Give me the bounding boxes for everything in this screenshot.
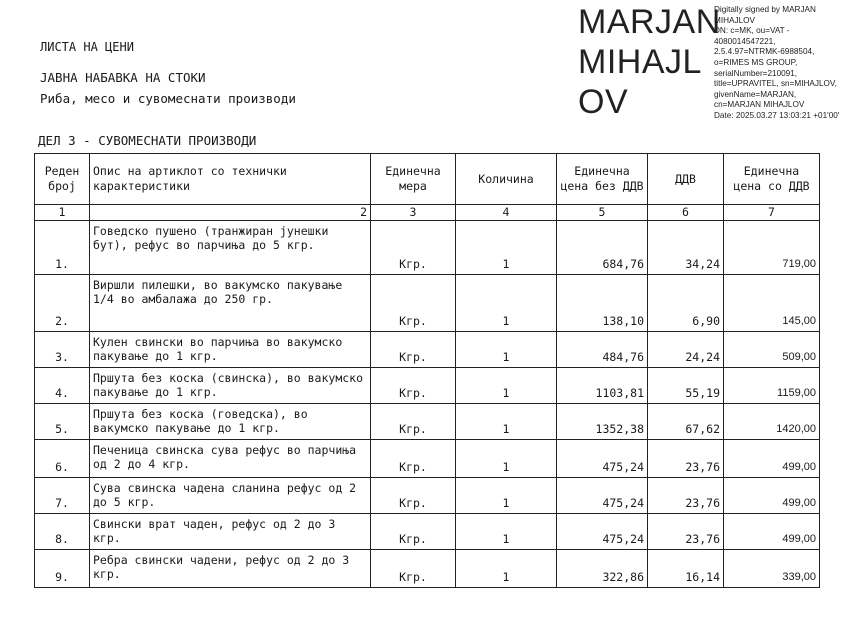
row-unit: Кгр. [371, 404, 456, 440]
row-vat: 23,76 [648, 440, 724, 478]
table-header-row [35, 154, 820, 205]
row-quantity: 1 [456, 478, 557, 514]
column-number: 4 [456, 205, 557, 221]
row-total: 719,00 [724, 221, 820, 275]
column-number: 7 [724, 205, 820, 221]
table-row [35, 404, 820, 440]
signature-name [578, 2, 721, 122]
signature-detail-line: MIHAJLOV [714, 15, 755, 25]
row-total: 509,00 [724, 332, 820, 368]
row-description: Печеница свинска сува рефус во парчиња од 2 до 4 кгр. [90, 440, 371, 478]
row-unit: Кгр. [371, 550, 456, 588]
row-quantity: 1 [456, 550, 557, 588]
table-row [35, 440, 820, 478]
row-price: 684,76 [557, 221, 648, 275]
row-quantity: 1 [456, 275, 557, 332]
row-vat: 67,62 [648, 404, 724, 440]
signature-detail-line: givenName=MARJAN, [714, 89, 797, 99]
row-price: 484,76 [557, 332, 648, 368]
row-description: Пршута без коска (свинска), во вакумско пакување до 1 кгр. [90, 368, 371, 404]
row-total: 339,00 [724, 550, 820, 588]
row-unit: Кгр. [371, 275, 456, 332]
list-title: ЛИСТА НА ЦЕНИ [40, 40, 134, 54]
row-total: 1420,00 [724, 404, 820, 440]
signature-details [714, 5, 864, 122]
row-price: 1103,81 [557, 368, 648, 404]
row-unit: Кгр. [371, 332, 456, 368]
row-number: 9. [35, 550, 90, 588]
row-quantity: 1 [456, 332, 557, 368]
row-number: 1. [35, 221, 90, 275]
row-total: 145,00 [724, 275, 820, 332]
row-number: 2. [35, 275, 90, 332]
row-number: 5. [35, 404, 90, 440]
row-unit: Кгр. [371, 440, 456, 478]
signature-detail-line: Digitally signed by MARJAN [714, 5, 816, 14]
signature-detail-line: serialNumber=210091, [714, 68, 798, 78]
row-total: 499,00 [724, 440, 820, 478]
row-vat: 55,19 [648, 368, 724, 404]
row-quantity: 1 [456, 514, 557, 550]
row-quantity: 1 [456, 221, 557, 275]
row-price: 475,24 [557, 440, 648, 478]
row-unit: Кгр. [371, 514, 456, 550]
row-vat: 23,76 [648, 514, 724, 550]
table-row [35, 478, 820, 514]
row-number: 6. [35, 440, 90, 478]
column-number: 2 [90, 205, 371, 221]
procurement-subtitle: Риба, месо и сувомеснати производи [40, 91, 296, 106]
row-description: Ребра свински чадени, рефус од 2 до 3 кгр. [90, 550, 371, 588]
column-header-total: Единечна цена со ДДВ [724, 154, 820, 205]
row-price: 1352,38 [557, 404, 648, 440]
table-body [35, 221, 820, 588]
row-price: 475,24 [557, 514, 648, 550]
price-table [34, 153, 820, 588]
row-price: 322,86 [557, 550, 648, 588]
column-header-description: Опис на артиклот со технички карактеристики [90, 154, 371, 205]
row-unit: Кгр. [371, 368, 456, 404]
table-row [35, 275, 820, 332]
signature-detail-line: Date: 2025.03.27 13:03:21 +01'00' [714, 110, 840, 120]
table-row [35, 221, 820, 275]
signature-name-line: OV [578, 83, 629, 121]
row-price: 475,24 [557, 478, 648, 514]
row-description: Свински врат чаден, рефус од 2 до 3 кгр. [90, 514, 371, 550]
procurement-title: ЈАВНА НАБАВКА НА СТОКИ [40, 70, 206, 85]
row-total: 499,00 [724, 514, 820, 550]
row-total: 1159,00 [724, 368, 820, 404]
signature-detail-line: cn=MARJAN MIHAJLOV [714, 100, 805, 110]
row-description: Пршута без коска (говедска), во вакумско пакување до 1 кгр. [90, 404, 371, 440]
column-header-number: Реден број [35, 154, 90, 205]
column-number: 6 [648, 205, 724, 221]
row-unit: Кгр. [371, 478, 456, 514]
column-header-unit: Единечна мера [371, 154, 456, 205]
column-number-row [35, 205, 820, 221]
row-number: 3. [35, 332, 90, 368]
row-number: 4. [35, 368, 90, 404]
row-description: Виршли пилешки, во вакумско пакување 1/4 во амбалажа до 250 гр. [90, 275, 371, 332]
row-total: 499,00 [724, 478, 820, 514]
signature-detail-line: title=UPRAVITEL, sn=MIHAJLOV, [714, 79, 837, 89]
section-title: ДЕЛ 3 - СУВОМЕСНАТИ ПРОИЗВОДИ [38, 133, 257, 148]
signature-detail-line: DN: c=MK, ou=VAT - [714, 26, 790, 36]
signature-name-line: MARJAN [578, 3, 721, 41]
row-number: 8. [35, 514, 90, 550]
row-description: Сува свинска чадена сланина рефус од 2 до 5 кгр. [90, 478, 371, 514]
row-vat: 24,24 [648, 332, 724, 368]
signature-name-line: MIHAJL [578, 43, 702, 81]
row-price: 138,10 [557, 275, 648, 332]
row-unit: Кгр. [371, 221, 456, 275]
row-number: 7. [35, 478, 90, 514]
column-header-price: Единечна цена без ДДВ [557, 154, 648, 205]
row-description: Говедско пушено (транжиран јунешки бут), рефус во парчиња до 5 кгр. [90, 221, 371, 275]
signature-detail-line: 4080014547221, [714, 36, 776, 46]
column-number: 5 [557, 205, 648, 221]
column-number: 3 [371, 205, 456, 221]
row-vat: 23,76 [648, 478, 724, 514]
row-vat: 16,14 [648, 550, 724, 588]
row-vat: 34,24 [648, 221, 724, 275]
row-quantity: 1 [456, 368, 557, 404]
row-quantity: 1 [456, 440, 557, 478]
row-vat: 6,90 [648, 275, 724, 332]
table-row [35, 368, 820, 404]
table-row [35, 550, 820, 588]
signature-detail-line: 2.5.4.97=NTRMK-6988504, [714, 47, 815, 57]
column-header-quantity: Количина [456, 154, 557, 205]
signature-detail-line: o=RIMES MS GROUP, [714, 57, 798, 67]
table-row [35, 514, 820, 550]
column-header-vat: ДДВ [648, 154, 724, 205]
row-description: Кулен свински во парчиња во вакумско пакување до 1 кгр. [90, 332, 371, 368]
table-row [35, 332, 820, 368]
column-number: 1 [35, 205, 90, 221]
row-quantity: 1 [456, 404, 557, 440]
